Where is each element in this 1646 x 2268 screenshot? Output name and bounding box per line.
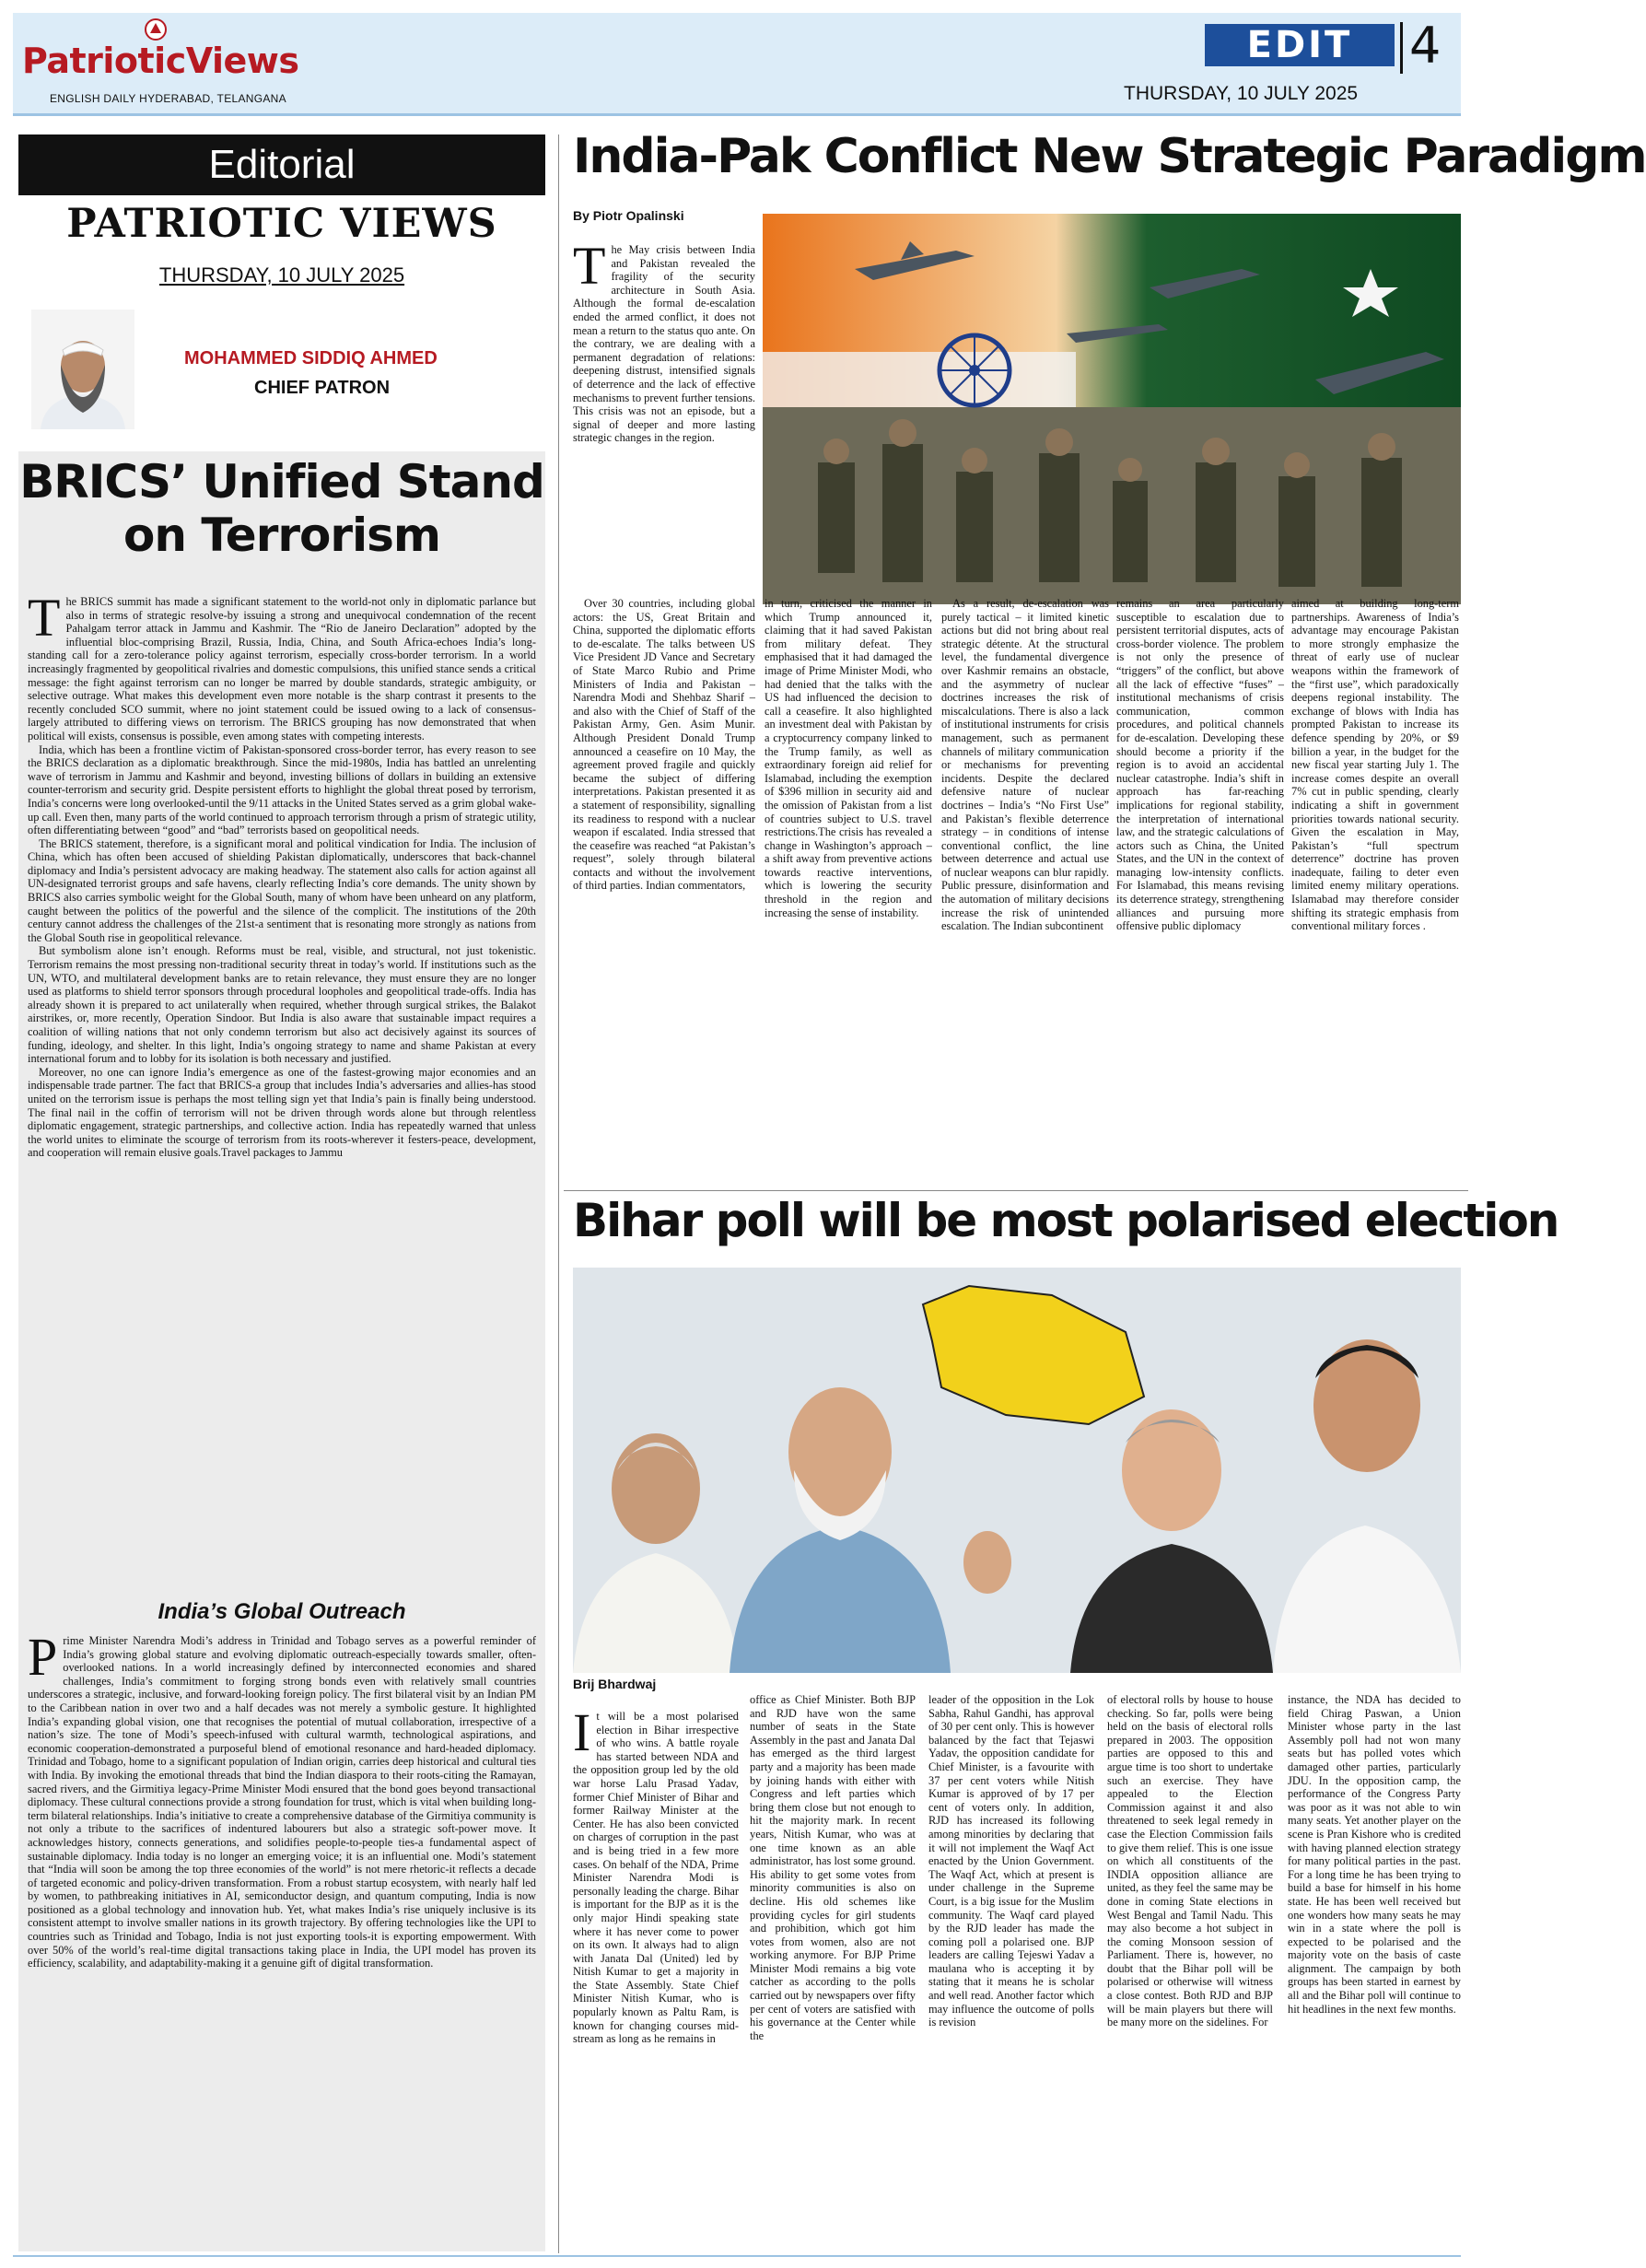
pak-column-5 [1291, 597, 1459, 1183]
paragraph: Over 30 countries, including global actors: the US, Great Britain and China, supported the diplomatic efforts to de-escalate. The talks between US Vice President JD Vance and Secretary of State Marco Rubio and Prime Ministers of India and Pakistan – Narendra Modi and Shehbaz Sharif – and also with the Chief of Staff of the Pakistan Army, Gen. Asim Munir. Although President Donald Trump announced a ceasefire on 10 May, the agreement proved fragile and quickly became the subject of differing interpretations. Pakistan presented it as a statement of responsibility, signalling its readiness to respond with a nuclear weapon if escalated. India stressed that the ceasefire was reached “at Pakistan’s request”, solely through bilateral contacts and without the involvement of third parties. Indian commentators, [573, 597, 755, 893]
pak-column-1-top [573, 227, 755, 595]
bihar-headline: Bihar poll will be most polarised election [573, 1194, 1558, 1247]
brics-headline: BRICS’ Unified Stand on Terrorism [19, 455, 544, 562]
bihar-leaders-image [573, 1268, 1461, 1673]
dropcap: T [28, 588, 61, 648]
paragraph: office as Chief Minister. Both BJP and RJD have won the same number of seats in the State Assembly in the past and Janata Dal has emerged as the third largest party and a majority has been made by joining hands with either with Congress and left parties which bring them close but not enough to hit the majority mark. In recent years, Nitish Kumar, who was at one time known as an able administrator, has lost some ground. His ability to get some votes from minority communities is also on decline. His old schemes like providing cycles for girl students and prohibition, which got him votes from women, also are not working anymore. For BJP Prime Minister Modi remains a big vote catcher as according to the polls carried out by newspapers over fifty per cent of voters are satisfied with his governance at the Center while the [750, 1693, 916, 2042]
paragraph: he BRICS summit has made a significant statement to the world-not only in diplomatic parlance but also in terms of strategic resolve-by issuing a strong and unequivocal condemnation of the recent Pahalgam terror attack in Jammu and Kashmir. The “Rio de Janeiro Declaration” adopted by the influential bloc-comprising Brazil, Russia, India, China, and South Africa-echoes India’s long-standing call for a zero-tolerance policy against terrorism, especially cross-border terrorism. In a world increasingly fragmented by geopolitical rivalries and domestic compulsions, this unified stance sends a critical message: the fight against terrorism can no longer be marred by double standards, strategic ambiguity, or selective outrage. What makes this development even more notable is the sharp contrast it presents to the recently concluded SCO summit, where no joint statement could be issued owing to a lack of consensus-largely attributed to differing views on terrorism. The BRICS grouping has now demonstrated that when political will exists, consensus is possible, even among states with competing interests. [28, 595, 536, 742]
paragraph: of electoral rolls by house to house checking. So far, polls were being held on the basis of electoral rolls prepared in 2003. The opposition parties are opposed to this and argue time is too short to undertake such an exercise. They have appealed to the Election Commission against it and also threatened to seek legal remedy in case the Election Commission fails to give them relief. This is one issue on which all constituents of the INDIA opposition alliance are united, as they feel the same may be done in coming State elections in West Bengal and Tamil Nadu. This may also become a hot subject in the coming Monsoon session of Parliament. There is, however, no doubt that the Bihar poll will be polarised or otherwise will witness a close contest. Both RJD and BJP will be main players but there will be many more on the sidelines. For [1107, 1693, 1273, 2029]
bihar-byline: Brij Bhardwaj [573, 1677, 657, 1691]
pak-column-3 [941, 597, 1109, 1183]
bottom-rule [13, 2255, 1461, 2257]
paragraph: remains an area particularly susceptible to escalation due to persistent territorial disputes, acts of cross-border violence. The problem is not only the presence of “triggers” of the conflict, but above all the lack of effective “fuses” – institutional mechanisms of crisis communication, common procedures, and political channels for de-escalation. Developing these should become a priority if the region is to avoid an accidental nuclear catastrophe. India’s shift in approach has far-reaching implications for regional stability, the interpretation of international law, and the strategic calculations of actors such as China, the United States, and the UN in the context of managing low-intensity conflicts. For Islamabad, this means revising its deterrence strategy, strengthening alliances and pursuing more offensive public diplomacy [1116, 597, 1284, 933]
column-divider [558, 134, 559, 2253]
section-badge: EDIT [1205, 24, 1395, 66]
brics-body [28, 588, 536, 1590]
paragraph: rime Minister Narendra Modi’s address in Trinidad and Tobago serves as a powerful reminder of India’s growing global stature and evolving diplomatic outreach-especially towards smaller, often-overlooked nations. In a world increasingly defined by interconnected economies and shared challenges, India’s commitment to forging strong bonds even with relatively small countries underscores a strategic, inclusive, and forward-looking foreign policy. The first bilateral visit by an Indian PM to the Caribbean nation in over two and a half decades was not merely a symbolic gesture. It highlighted India’s expanding global vision, one that recognises the potential of mutual collaboration, irrespective of a nation’s size. The tone of Modi’s speech-infused with cultural warmth, technological aspirations, and economic cooperation-demonstrated a purposeful blend of emotional resonance and hard-headed diplomacy. Trinidad and Tobago, home to a significant population of Indian origin, carries deep historical and cultural ties with India. By invoking the emotional threads that bind the Indian diaspora to their roots-citing the Ramayan, sacred rivers, and the Girmitiya legacy-Prime Minister Modi ensured that the bond goes beyond transactional diplomacy. These cultural connections provide a strong foundation for trust, which is vital when building long-term bilateral relationships. India’s initiative to create a comprehensive database of the Girmitiya community is not only a tribute to the sacrifices of indentured labourers but also a strategic soft-power move. It acknowledges history, connects generations, and solidifies people-to-people ties-a fundamental aspect of sustainable diplomacy. India today is no longer an emerging voice; it is an influential one. Modi’s statement that “India will soon be among the top three economies of the world” is not mere rhetoric-it reflects a decade of targeted economic and policy-driven transformation. From a robust startup ecosystem, with nearly half led by women, to pathbreaking initiatives in AI, semiconductor design, and quantum computing, India is now positioned as a global technology and innovation hub. Yet, what makes India’s rise uniquely inclusive is its consistent attempt to involve smaller nations in its growth trajectory. By offering technologies like the UPI to countries such as Trinidad and Tobago, India is not just exporting tools-it is exporting empowerment. With over 50% of the world’s real-time digital transactions taking place in India, the UPI model has proven its efficiency, scalability, and adaptability-making it a genuine gift of digital transformation. [28, 1634, 536, 1970]
editorial-date: THURSDAY, 10 JULY 2025 [158, 263, 405, 286]
paragraph: Moreover, no one can ignore India’s emergence as one of the fastest-growing major economies and an indispensable trade partner. The fact that BRICS-a group that includes India’s adversaries and allies-has stood united on the terrorism issue is perhaps the most telling sign yet that India’s pain is finally being understood. The final nail in the coffin of terrorism will not be driven through words alone but through relentless diplomatic engagement, strategic partnerships, and collective action. India has repeatedly warned that unless the world unites to eliminate the scourge of terrorism from its roots-wherever it festers-peace, development, and cooperation will remain elusive goals.Travel packages to Jammu [28, 1065, 536, 1160]
badge-divider [1400, 22, 1403, 74]
logo-text: PatrioticViews [22, 41, 299, 81]
paragraph: As a result, de-escalation was purely tactical – it limited kinetic actions but did not bring about real strategic détente. At the structural level, the fundamental divergence over Kashmir remains an obstacle, and the asymmetry of nuclear doctrines increases the risk of miscalculations. There is also a lack of institutional instruments for crisis management, such as permanent channels of military communication or mechanisms for preventing incidents. Despite the declared defensive nature of nuclear doctrines – India’s “No First Use” and Pakistan’s flexible deterrence strategy – in conditions of intense conventional conflict, the line between deterrence and actual use of nuclear weapons can blur rapidly. Public pressure, disinformation and the automation of military decisions increase the risk of unintended escalation. The Indian subcontinent [941, 597, 1109, 933]
tagline: ENGLISH DAILY HYDERABAD, TELANGANA [50, 92, 286, 105]
bihar-column-3 [928, 1693, 1094, 2250]
editorial-banner: Editorial [18, 134, 545, 195]
issue-date: THURSDAY, 10 JULY 2025 [1124, 83, 1359, 104]
pak-conflict-image [763, 214, 1461, 604]
patron-role: CHIEF PATRON [254, 378, 391, 398]
paragraph: leader of the opposition in the Lok Sabha, Rahul Gandhi, has approval of 30 per cent only. This is however balanced by the fact that Tejaswi Yadav, the opposition candidate for Chief Minister, is a favourite with 37 per cent voters while Nitish Kumar is approved of by 17 per cent of voters only. In addition, RJD has increased its following among minorities by declaring that it will not implement the Waqf Act enacted by the Union Government. The Waqf Act, which at present is under challenge in the Supreme Court, is a big issue for the Muslim community. The Waqf card played by the RJD leader has made the coming poll a polarised one. BJP leaders are calling Tejeswi Yadav a maulana who is accepting it by stating that it means he is scholar and well read. Another factor which may influence the outcome of polls is revision [928, 1693, 1094, 2029]
patron-name: MOHAMMED SIDDIQ AHMED [184, 348, 438, 368]
bihar-column-2 [750, 1693, 916, 2250]
patron-photo [31, 310, 134, 429]
outreach-subheading: India’s Global Outreach [158, 1599, 406, 1624]
paragraph: But symbolism alone isn’t enough. Reforms must be real, visible, and structural, not just tokenistic. Terrorism remains the most pressing non-traditional security threat in today’s world. If institutions such as the UN, WTO, and multilateral development banks are to retain relevance, they must ensure they are no longer used as platforms to shield terror sponsors through procedural loopholes and geopolitical trade-offs. India has already shown it is prepared to act unilaterally when required, whether through surgical strikes, the Balakot airstrikes, or, more recently, Operation Sindoor. But India is also aware that sustainable impact requires a coalition of willing nations that not only condemn terrorism but also act decisively against its sources of funding, ideology, and shelter. In this light, India’s ongoing strategy to name and shame Pakistan at every international forum and to lobby for its isolation is both necessary and justified. [28, 944, 536, 1066]
bihar-column-1 [573, 1702, 739, 2250]
dropcap: T [573, 236, 606, 296]
paragraph: in turn, criticised the manner in which Trump announced it, claiming that it had saved Pakistan from military defeat. They emphasised that it had damaged the image of Prime Minister Modi, who had denied that the talks with the US had influenced the decision to call a ceasefire. It also highlighted an investment deal with Pakistan by a cryptocurrency company linked to the Trump family, as well as extraordinary foreign aid relief for Islamabad, including the exemption of $396 million in security aid and the omission of Pakistan from a list of countries subject to U.S. travel restrictions.The crisis has revealed a change in Washington’s approach – a shift away from preventive actions towards reactive interventions, which is lowering the security threshold in the region and increasing the sense of instability. [765, 597, 932, 919]
bihar-column-4 [1107, 1693, 1273, 2250]
paragraph: instance, the NDA has decided to field Chirag Paswan, a Union Minister whose party in the last Assembly poll had not won many seats but has polled votes which damaged other parties, particularly JDU. In the opposition camp, the performance of the Congress Party was poor as it was not able to win many seats. Yet another player on the scene is Pran Kishore who is credited with having planned election strategy for many political parties in the past. For a long time he has been trying to build a base for himself in his home state. He has been well received but one wonders how many seats he may win in a state where the poll is expected to be polarised and the majority vote on the basis of caste alignment. The campaign by both groups has been started in earnest by all and the Bihar poll will continue to hit headlines in the next few months. [1288, 1693, 1461, 2016]
pak-column-1 [573, 597, 755, 1183]
article-divider [564, 1190, 1468, 1191]
bihar-column-5 [1288, 1693, 1461, 2250]
paragraph: t will be a most polarised election in Bihar irrespective of who wins. A battle royale has started between NDA and the opposition group led by the old war horse Lalu Prasad Yadav, former Chief Minister of Bihar and former Railway Minister at the Center. He has also been convicted on charges of corruption in the past and is being tried in a few more cases. On behalf of the NDA, Prime Minister Narendra Modi is personally leading the charge. Bihar is important for the BJP as it is the only major Hindi speaking state where it has never come to power on its own. It always had to align with Janata Dal (United) led by Nitish Kumar to get a majority in the State Assembly. State Chief Minister Nitish Kumar, who is popularly known as Paltu Ram, is known for changing courses mid-stream as long as he remains in [573, 1710, 739, 2046]
paragraph: India, which has been a frontline victim of Pakistan-sponsored cross-border terror, has every reason to see the BRICS declaration as a diplomatic breakthrough. Since the mid-1980s, India has battled an unrelenting wave of terrorism in Jammu and Kashmir and beyond, investing billions of dollars in building an extensive counter-terrorism and security grid. Despite persistent efforts to highlight the global threat posed by terrorism, India’s concerns were long overlooked-until the 9/11 attacks in the United States served as a grim global wake-up call. Even then, many parts of the world continued to approach terrorism through a prism of strategic utility, often differentiating between “good” and “bad” terrorists based on geopolitical needs. [28, 742, 536, 837]
dropcap: P [28, 1627, 58, 1687]
paragraph: he May crisis between India and Pakistan revealed the fragility of the security architecture in South Asia. Although the formal de-escalation ended the armed conflict, it does not mean a return to the status quo ante. On the contrary, we are dealing with a permanent degradation of relations: deepening distrust, intensified signals of deterrence and the lack of effective mechanisms to prevent further tensions. This crisis was not an episode, but a signal of deeper and more lasting strategic changes in the region. [573, 243, 755, 445]
outreach-body [28, 1627, 536, 2246]
pak-column-4 [1116, 597, 1284, 1183]
pak-column-2 [765, 597, 932, 1183]
paragraph: aimed at building long-term partnerships. Awareness of India’s advantage may encourage Pakistan to more strongly emphasize the threat of early use of nuclear weapons within the framework of the “first use”, which paradoxically deepens regional instability. The exchange of blows with India has prompted Pakistan to increase its defence spending by 20%, or $9 billion a year, in the budget for the new fiscal year starting July 1. The increase comes despite an overall 7% cut in public spending, clearly indicating a shift in government priorities towards national security. Given the escalation in May, Pakistan’s “full spectrum deterrence” doctrine has proven inadequate, failing to deter even limited enemy military operations. Islamabad may therefore consider shifting its strategic emphasis from conventional military forces . [1291, 597, 1459, 933]
paper-name: PATRIOTIC VIEWS [66, 201, 497, 247]
pak-byline: By Piotr Opalinski [573, 208, 684, 223]
logo-emblem-icon [140, 17, 171, 42]
pak-headline: India-Pak Conflict New Strategic Paradigm [573, 129, 1646, 184]
paragraph: The BRICS statement, therefore, is a significant moral and political vindication for India. The inclusion of China, which has often been accused of shielding Pakistan diplomatically, underscores that back-channel diplomacy and India’s persistent advocacy are making headway. The statement also calls for action against all UN-designated terrorist groups and safe havens, clearly reflecting India’s core demands. The unity shown by BRICS also carries symbolic weight for the Global South, many of whom have been unheard on any platform, caught between the politics of the powerful and the silence of the complicit. The institutions of the 20th century cannot address the challenges of the 21st-a sentiment that is resonating more strongly as nations from the Global South rise in geopolitical relevance. [28, 836, 536, 944]
dropcap: I [573, 1702, 591, 1762]
masthead [13, 13, 1461, 116]
brand-logo[interactable] [22, 41, 299, 81]
page-number: 4 [1409, 17, 1442, 75]
